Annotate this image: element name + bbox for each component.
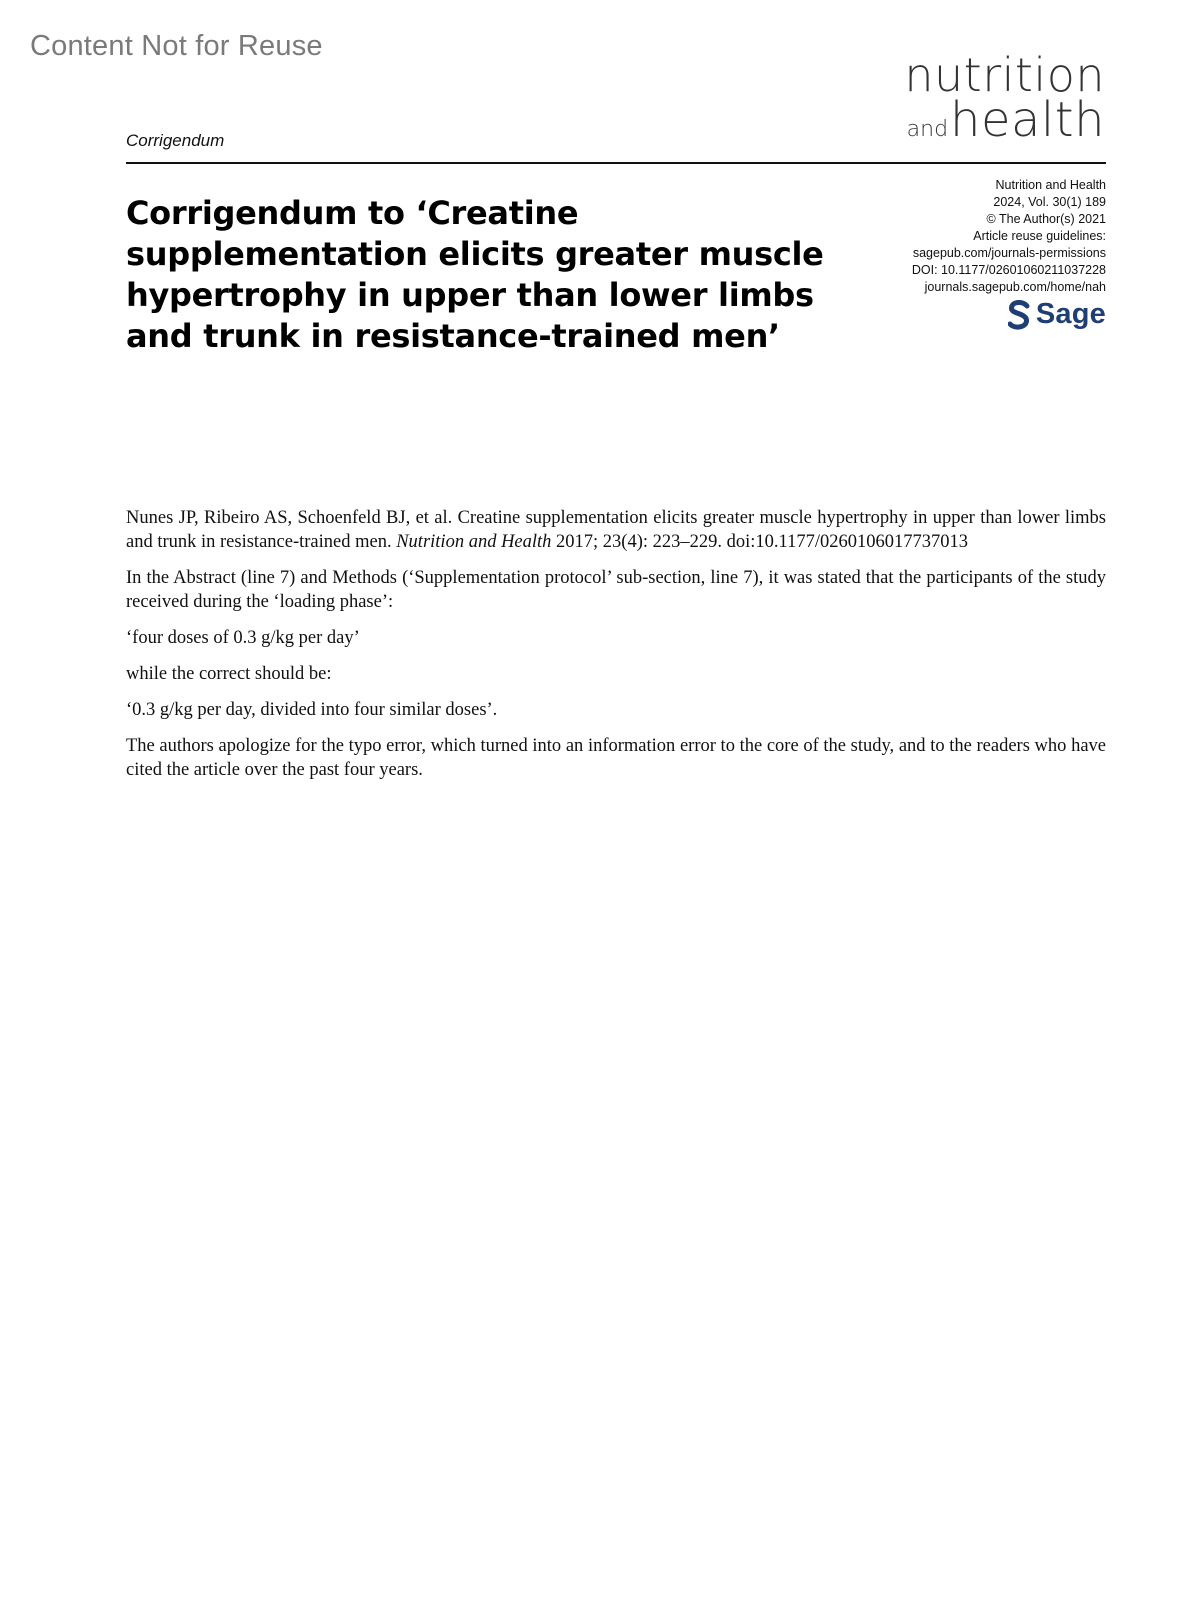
citation-journal: Nutrition and Health <box>396 532 552 552</box>
article-title: Corrigendum to ‘Creatine supplementation elicits greater muscle hypertrophy in upper than lower limbs and trunk in resistance-trained men’ <box>126 194 824 355</box>
article-body <box>126 506 1106 794</box>
body-paragraph-3: while the correct should be: <box>126 664 332 684</box>
journal-logo-and: and <box>906 117 949 142</box>
journal-logo-health: health <box>950 92 1105 148</box>
journal-logo-line2 <box>904 92 1105 148</box>
journal-logo-line1: nutrition <box>904 48 1105 102</box>
sage-s-icon <box>1008 300 1030 330</box>
article-type-label: Corrigendum <box>126 131 225 150</box>
sage-wordmark: Sage <box>1035 298 1106 330</box>
meta-reuse-label: Article reuse guidelines: <box>973 229 1106 243</box>
body-paragraph-2: ‘four doses of 0.3 g/kg per day’ <box>126 628 360 648</box>
citation-authors-title: Nunes JP, Ribeiro AS, Schoenfeld BJ, et al. Creatine supplementation elicits greater muscle hypertrophy in upper than lower limbs and trunk in resistance-trained men. <box>126 508 1106 552</box>
watermark: Content Not for Reuse <box>30 30 323 62</box>
meta-copyright: © The Author(s) 2021 <box>986 212 1106 226</box>
header-rule <box>126 162 1106 164</box>
meta-reuse-link[interactable]: sagepub.com/journals-permissions <box>912 246 1106 260</box>
meta-volume: 2024, Vol. 30(1) 189 <box>993 195 1106 209</box>
body-paragraph-1: In the Abstract (line 7) and Methods (‘Supplementation protocol’ sub-section, line 7), it was stated that the participants of the study received during the ‘loading phase’: <box>126 568 1106 612</box>
sage-logo <box>1008 298 1106 331</box>
meta-doi[interactable]: DOI: 10.1177/02601060211037228 <box>911 263 1106 277</box>
meta-journal: Nutrition and Health <box>995 178 1106 192</box>
journal-logo <box>904 48 1105 148</box>
citation-details: 2017; 23(4): 223–229. doi:10.1177/0260106017737013 <box>551 532 969 552</box>
original-citation <box>126 506 1106 554</box>
meta-journal-url[interactable]: journals.sagepub.com/home/nah <box>924 280 1106 294</box>
body-paragraph-5: The authors apologize for the typo error, which turned into an information error to the core of the study, and to the readers who have cited the article over the past four years. <box>126 736 1106 780</box>
article-metadata <box>912 177 1106 296</box>
body-paragraph-4: ‘0.3 g/kg per day, divided into four similar doses’. <box>126 700 498 720</box>
